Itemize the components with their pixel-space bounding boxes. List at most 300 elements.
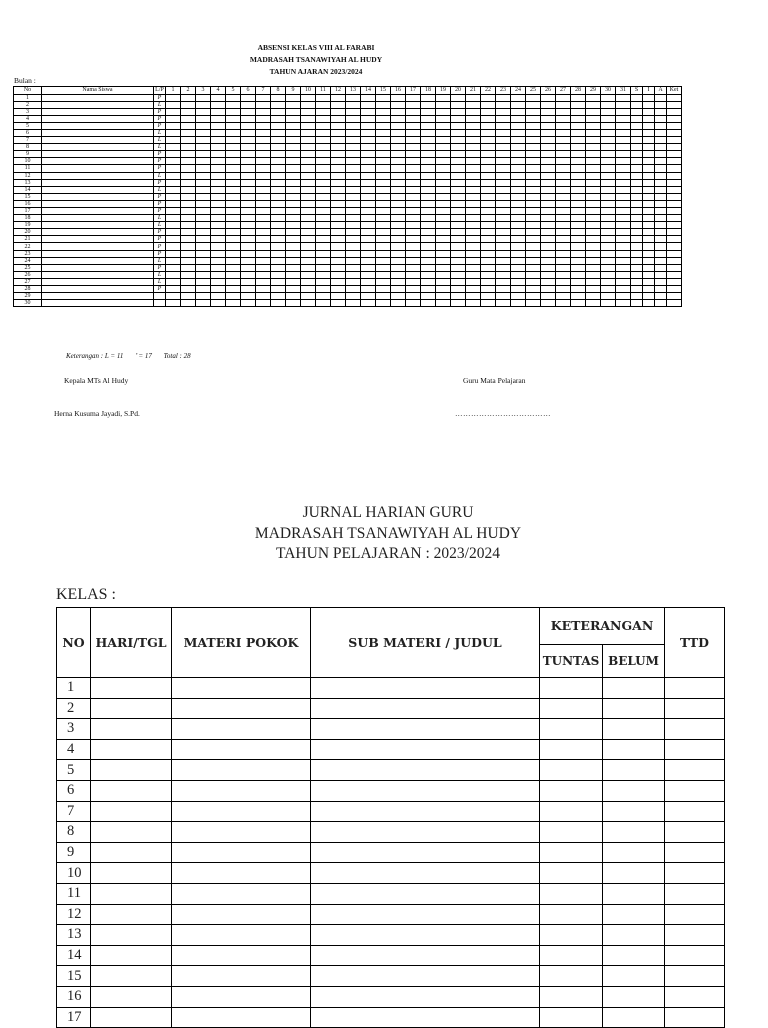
attendance-row xyxy=(14,179,682,186)
attendance-cell xyxy=(451,165,466,172)
attendance-cell xyxy=(667,229,682,236)
attendance-cell xyxy=(655,186,667,193)
attendance-cell xyxy=(286,236,301,243)
attendance-cell xyxy=(181,229,196,236)
attendance-cell xyxy=(196,129,211,136)
jurnal-cell xyxy=(172,966,311,987)
attendance-cell xyxy=(211,172,226,179)
attendance-cell xyxy=(571,144,586,151)
attendance-cell xyxy=(241,129,256,136)
attendance-cell xyxy=(421,193,436,200)
attendance-cell xyxy=(667,165,682,172)
attendance-cell xyxy=(481,215,496,222)
attendance-cell xyxy=(286,129,301,136)
attendance-cell xyxy=(526,122,541,129)
attendance-cell xyxy=(271,179,286,186)
attendance-cell xyxy=(526,200,541,207)
attendance-cell xyxy=(541,129,556,136)
attendance-cell xyxy=(286,144,301,151)
attendance-cell xyxy=(466,264,481,271)
attendance-cell xyxy=(331,250,346,257)
attendance-cell xyxy=(571,122,586,129)
row-lp: L xyxy=(154,101,166,108)
attendance-cell xyxy=(616,179,631,186)
jurnal-cell xyxy=(540,945,603,966)
signature-right-title: Guru Mata Pelajaran xyxy=(463,376,526,385)
attendance-cell xyxy=(196,264,211,271)
attendance-cell xyxy=(643,129,655,136)
jurnal-row-no: 7 xyxy=(57,801,91,822)
attendance-cell xyxy=(166,229,181,236)
attendance-row xyxy=(14,264,682,271)
attendance-cell xyxy=(496,115,511,122)
attendance-cell xyxy=(466,122,481,129)
attendance-cell xyxy=(226,172,241,179)
header-day: 31 xyxy=(616,87,631,95)
attendance-cell xyxy=(226,200,241,207)
attendance-cell xyxy=(601,200,616,207)
attendance-cell xyxy=(436,243,451,250)
attendance-cell xyxy=(346,165,361,172)
attendance-cell xyxy=(586,129,601,136)
attendance-cell xyxy=(376,250,391,257)
attendance-cell xyxy=(241,278,256,285)
attendance-cell xyxy=(391,215,406,222)
attendance-cell xyxy=(601,293,616,300)
attendance-cell xyxy=(241,101,256,108)
attendance-cell xyxy=(496,271,511,278)
attendance-cell xyxy=(226,137,241,144)
attendance-cell xyxy=(346,151,361,158)
jurnal-cell xyxy=(665,822,725,843)
attendance-cell xyxy=(481,115,496,122)
attendance-cell xyxy=(271,229,286,236)
attendance-cell xyxy=(451,151,466,158)
jurnal-cell xyxy=(91,945,172,966)
attendance-cell xyxy=(451,193,466,200)
keterangan-l: Keterangan : L = 11 xyxy=(66,352,124,360)
attendance-cell xyxy=(241,264,256,271)
attendance-cell xyxy=(571,151,586,158)
attendance-cell xyxy=(256,236,271,243)
attendance-cell xyxy=(643,144,655,151)
attendance-cell xyxy=(496,165,511,172)
jurnal-row xyxy=(57,986,725,1007)
attendance-row xyxy=(14,94,682,101)
jurnal-cell xyxy=(172,760,311,781)
row-lp: L xyxy=(154,129,166,136)
attendance-cell xyxy=(511,115,526,122)
jurnal-cell xyxy=(172,1007,311,1028)
row-no: 3 xyxy=(14,108,42,115)
attendance-cell xyxy=(241,293,256,300)
attendance-cell xyxy=(556,137,571,144)
attendance-cell xyxy=(451,122,466,129)
jurnal-row-no: 11 xyxy=(57,883,91,904)
attendance-cell xyxy=(226,293,241,300)
jurnal-cell xyxy=(665,760,725,781)
attendance-row xyxy=(14,186,682,193)
attendance-cell xyxy=(301,250,316,257)
jurnal-row xyxy=(57,925,725,946)
attendance-cell xyxy=(286,158,301,165)
attendance-cell xyxy=(196,208,211,215)
attendance-cell xyxy=(391,151,406,158)
attendance-cell xyxy=(391,243,406,250)
jurnal-cell xyxy=(603,780,665,801)
attendance-cell xyxy=(511,222,526,229)
attendance-cell xyxy=(655,172,667,179)
attendance-cell xyxy=(436,264,451,271)
attendance-cell xyxy=(526,236,541,243)
attendance-cell xyxy=(196,108,211,115)
attendance-cell xyxy=(196,286,211,293)
attendance-cell xyxy=(226,243,241,250)
jurnal-cell xyxy=(603,719,665,740)
jurnal-cell xyxy=(603,1007,665,1028)
row-nama xyxy=(42,165,154,172)
attendance-cell xyxy=(526,257,541,264)
attendance-cell xyxy=(346,186,361,193)
attendance-cell xyxy=(421,158,436,165)
jurnal-cell xyxy=(665,1007,725,1028)
jurnal-cell xyxy=(603,739,665,760)
attendance-cell xyxy=(571,115,586,122)
row-no: 21 xyxy=(14,236,42,243)
header-a: A xyxy=(655,87,667,95)
attendance-cell xyxy=(481,193,496,200)
attendance-cell xyxy=(346,257,361,264)
attendance-cell xyxy=(667,200,682,207)
row-no: 28 xyxy=(14,286,42,293)
attendance-cell xyxy=(667,222,682,229)
attendance-cell xyxy=(301,208,316,215)
attendance-cell xyxy=(271,257,286,264)
attendance-cell xyxy=(376,186,391,193)
keterangan-total: Total : 28 xyxy=(163,352,191,360)
attendance-cell xyxy=(361,137,376,144)
jurnal-cell xyxy=(665,863,725,884)
jurnal-cell xyxy=(311,925,540,946)
attendance-cell xyxy=(601,94,616,101)
attendance-cell xyxy=(331,144,346,151)
attendance-cell xyxy=(616,278,631,285)
attendance-cell xyxy=(466,165,481,172)
jurnal-row-no: 10 xyxy=(57,863,91,884)
attendance-cell xyxy=(256,257,271,264)
attendance-cell xyxy=(571,300,586,307)
attendance-cell xyxy=(211,208,226,215)
attendance-cell xyxy=(271,122,286,129)
jurnal-cell xyxy=(172,842,311,863)
attendance-cell xyxy=(541,236,556,243)
attendance-cell xyxy=(421,278,436,285)
attendance-cell xyxy=(301,115,316,122)
attendance-cell xyxy=(286,101,301,108)
attendance-cell xyxy=(466,286,481,293)
attendance-cell xyxy=(271,94,286,101)
attendance-row xyxy=(14,122,682,129)
attendance-cell xyxy=(391,115,406,122)
attendance-cell xyxy=(655,144,667,151)
jurnal-cell xyxy=(172,945,311,966)
attendance-cell xyxy=(406,222,421,229)
attendance-cell xyxy=(286,243,301,250)
jurnal-cell xyxy=(311,698,540,719)
attendance-cell xyxy=(586,137,601,144)
jurnal-row xyxy=(57,801,725,822)
attendance-cell xyxy=(643,300,655,307)
attendance-cell xyxy=(541,115,556,122)
jurnal-cell xyxy=(540,986,603,1007)
attendance-cell xyxy=(451,243,466,250)
attendance-cell xyxy=(616,271,631,278)
jurnal-row xyxy=(57,863,725,884)
attendance-cell xyxy=(211,229,226,236)
attendance-cell xyxy=(616,115,631,122)
attendance-cell xyxy=(226,115,241,122)
attendance-cell xyxy=(166,243,181,250)
attendance-cell xyxy=(376,151,391,158)
jurnal-cell xyxy=(172,904,311,925)
attendance-cell xyxy=(256,208,271,215)
attendance-cell xyxy=(301,200,316,207)
attendance-cell xyxy=(631,264,643,271)
jurnal-cell xyxy=(603,986,665,1007)
attendance-cell xyxy=(481,158,496,165)
attendance-cell xyxy=(541,222,556,229)
row-nama xyxy=(42,122,154,129)
attendance-cell xyxy=(196,115,211,122)
attendance-cell xyxy=(556,172,571,179)
attendance-cell xyxy=(331,236,346,243)
attendance-cell xyxy=(511,243,526,250)
attendance-cell xyxy=(391,179,406,186)
attendance-cell xyxy=(511,172,526,179)
header-day: 26 xyxy=(541,87,556,95)
attendance-cell xyxy=(331,293,346,300)
attendance-cell xyxy=(271,200,286,207)
attendance-cell xyxy=(586,179,601,186)
attendance-cell xyxy=(376,158,391,165)
row-lp: L xyxy=(154,172,166,179)
jurnal-row-no: 14 xyxy=(57,945,91,966)
attendance-cell xyxy=(346,300,361,307)
row-nama xyxy=(42,257,154,264)
row-lp: L xyxy=(154,278,166,285)
attendance-cell xyxy=(316,215,331,222)
attendance-cell xyxy=(616,158,631,165)
attendance-cell xyxy=(526,293,541,300)
attendance-header-row xyxy=(14,87,682,95)
attendance-cell xyxy=(226,108,241,115)
jurnal-cell xyxy=(540,760,603,781)
jurnal-cell xyxy=(540,698,603,719)
attendance-cell xyxy=(391,257,406,264)
attendance-cell xyxy=(631,94,643,101)
attendance-cell xyxy=(421,257,436,264)
attendance-cell xyxy=(643,222,655,229)
attendance-cell xyxy=(241,172,256,179)
attendance-cell xyxy=(643,158,655,165)
attendance-cell xyxy=(241,122,256,129)
attendance-cell xyxy=(586,300,601,307)
attendance-cell xyxy=(376,137,391,144)
attendance-cell xyxy=(616,293,631,300)
attendance-cell xyxy=(316,236,331,243)
attendance-cell xyxy=(316,108,331,115)
attendance-cell xyxy=(451,200,466,207)
attendance-cell xyxy=(271,250,286,257)
attendance-cell xyxy=(586,200,601,207)
attendance-cell xyxy=(226,300,241,307)
attendance-cell xyxy=(256,115,271,122)
jurnal-row-no: 6 xyxy=(57,780,91,801)
attendance-row xyxy=(14,257,682,264)
attendance-cell xyxy=(241,250,256,257)
attendance-cell xyxy=(601,222,616,229)
jurnal-cell xyxy=(665,698,725,719)
row-nama xyxy=(42,286,154,293)
attendance-cell xyxy=(586,165,601,172)
attendance-cell xyxy=(406,286,421,293)
attendance-cell xyxy=(586,286,601,293)
attendance-cell xyxy=(376,215,391,222)
attendance-cell xyxy=(631,300,643,307)
row-lp: P xyxy=(154,151,166,158)
attendance-cell xyxy=(556,257,571,264)
row-nama xyxy=(42,115,154,122)
attendance-cell xyxy=(436,122,451,129)
row-no: 14 xyxy=(14,186,42,193)
attendance-cell xyxy=(256,200,271,207)
attendance-row xyxy=(14,115,682,122)
attendance-cell xyxy=(466,172,481,179)
attendance-cell xyxy=(346,208,361,215)
attendance-cell xyxy=(601,243,616,250)
attendance-cell xyxy=(643,94,655,101)
attendance-cell xyxy=(541,165,556,172)
attendance-cell xyxy=(481,271,496,278)
attendance-title xyxy=(0,42,632,78)
attendance-cell xyxy=(166,101,181,108)
attendance-cell xyxy=(655,236,667,243)
attendance-cell xyxy=(481,293,496,300)
attendance-cell xyxy=(526,179,541,186)
attendance-cell xyxy=(376,115,391,122)
row-no: 24 xyxy=(14,257,42,264)
row-lp: P xyxy=(154,94,166,101)
jurnal-cell xyxy=(91,801,172,822)
attendance-cell xyxy=(376,264,391,271)
attendance-cell xyxy=(586,115,601,122)
attendance-cell xyxy=(346,108,361,115)
attendance-cell xyxy=(541,101,556,108)
attendance-cell xyxy=(631,200,643,207)
attendance-cell xyxy=(376,257,391,264)
attendance-cell xyxy=(331,271,346,278)
jurnal-cell xyxy=(172,883,311,904)
attendance-cell xyxy=(346,243,361,250)
attendance-row xyxy=(14,151,682,158)
attendance-cell xyxy=(601,158,616,165)
attendance-cell xyxy=(655,115,667,122)
attendance-cell xyxy=(601,101,616,108)
attendance-cell xyxy=(586,229,601,236)
attendance-cell xyxy=(643,215,655,222)
attendance-cell xyxy=(601,172,616,179)
attendance-cell xyxy=(631,222,643,229)
attendance-cell xyxy=(481,94,496,101)
attendance-cell xyxy=(316,208,331,215)
attendance-cell xyxy=(667,193,682,200)
attendance-cell xyxy=(643,293,655,300)
attendance-keterangan xyxy=(66,352,201,360)
attendance-cell xyxy=(286,208,301,215)
attendance-cell xyxy=(181,208,196,215)
header-ket: Ket xyxy=(667,87,682,95)
attendance-cell xyxy=(211,151,226,158)
attendance-cell xyxy=(346,286,361,293)
attendance-cell xyxy=(301,94,316,101)
row-lp: L xyxy=(154,257,166,264)
attendance-cell xyxy=(301,158,316,165)
attendance-row xyxy=(14,129,682,136)
jurnal-row-no: 5 xyxy=(57,760,91,781)
header-day: 2 xyxy=(181,87,196,95)
attendance-cell xyxy=(196,200,211,207)
attendance-cell xyxy=(421,264,436,271)
attendance-cell xyxy=(526,137,541,144)
attendance-cell xyxy=(166,186,181,193)
attendance-cell xyxy=(511,257,526,264)
attendance-cell xyxy=(526,222,541,229)
jurnal-cell xyxy=(91,678,172,699)
attendance-cell xyxy=(406,278,421,285)
attendance-cell xyxy=(286,215,301,222)
attendance-cell xyxy=(406,243,421,250)
attendance-cell xyxy=(226,122,241,129)
attendance-cell xyxy=(451,158,466,165)
attendance-cell xyxy=(286,293,301,300)
attendance-cell xyxy=(586,264,601,271)
attendance-cell xyxy=(406,101,421,108)
attendance-cell xyxy=(631,144,643,151)
attendance-cell xyxy=(361,293,376,300)
attendance-cell xyxy=(226,271,241,278)
header-day: 5 xyxy=(226,87,241,95)
attendance-cell xyxy=(526,186,541,193)
attendance-cell xyxy=(421,101,436,108)
attendance-cell xyxy=(181,172,196,179)
attendance-cell xyxy=(451,286,466,293)
jurnal-row xyxy=(57,719,725,740)
header-sub-materi: SUB MATERI / JUDUL xyxy=(311,608,540,678)
attendance-cell xyxy=(421,94,436,101)
attendance-cell xyxy=(556,108,571,115)
jurnal-cell xyxy=(91,883,172,904)
row-nama xyxy=(42,222,154,229)
header-lp: L/P xyxy=(155,87,164,94)
jurnal-row xyxy=(57,904,725,925)
attendance-cell xyxy=(226,94,241,101)
attendance-cell xyxy=(331,172,346,179)
attendance-cell xyxy=(481,300,496,307)
attendance-cell xyxy=(286,108,301,115)
attendance-cell xyxy=(526,101,541,108)
attendance-cell xyxy=(451,264,466,271)
attendance-cell xyxy=(271,172,286,179)
